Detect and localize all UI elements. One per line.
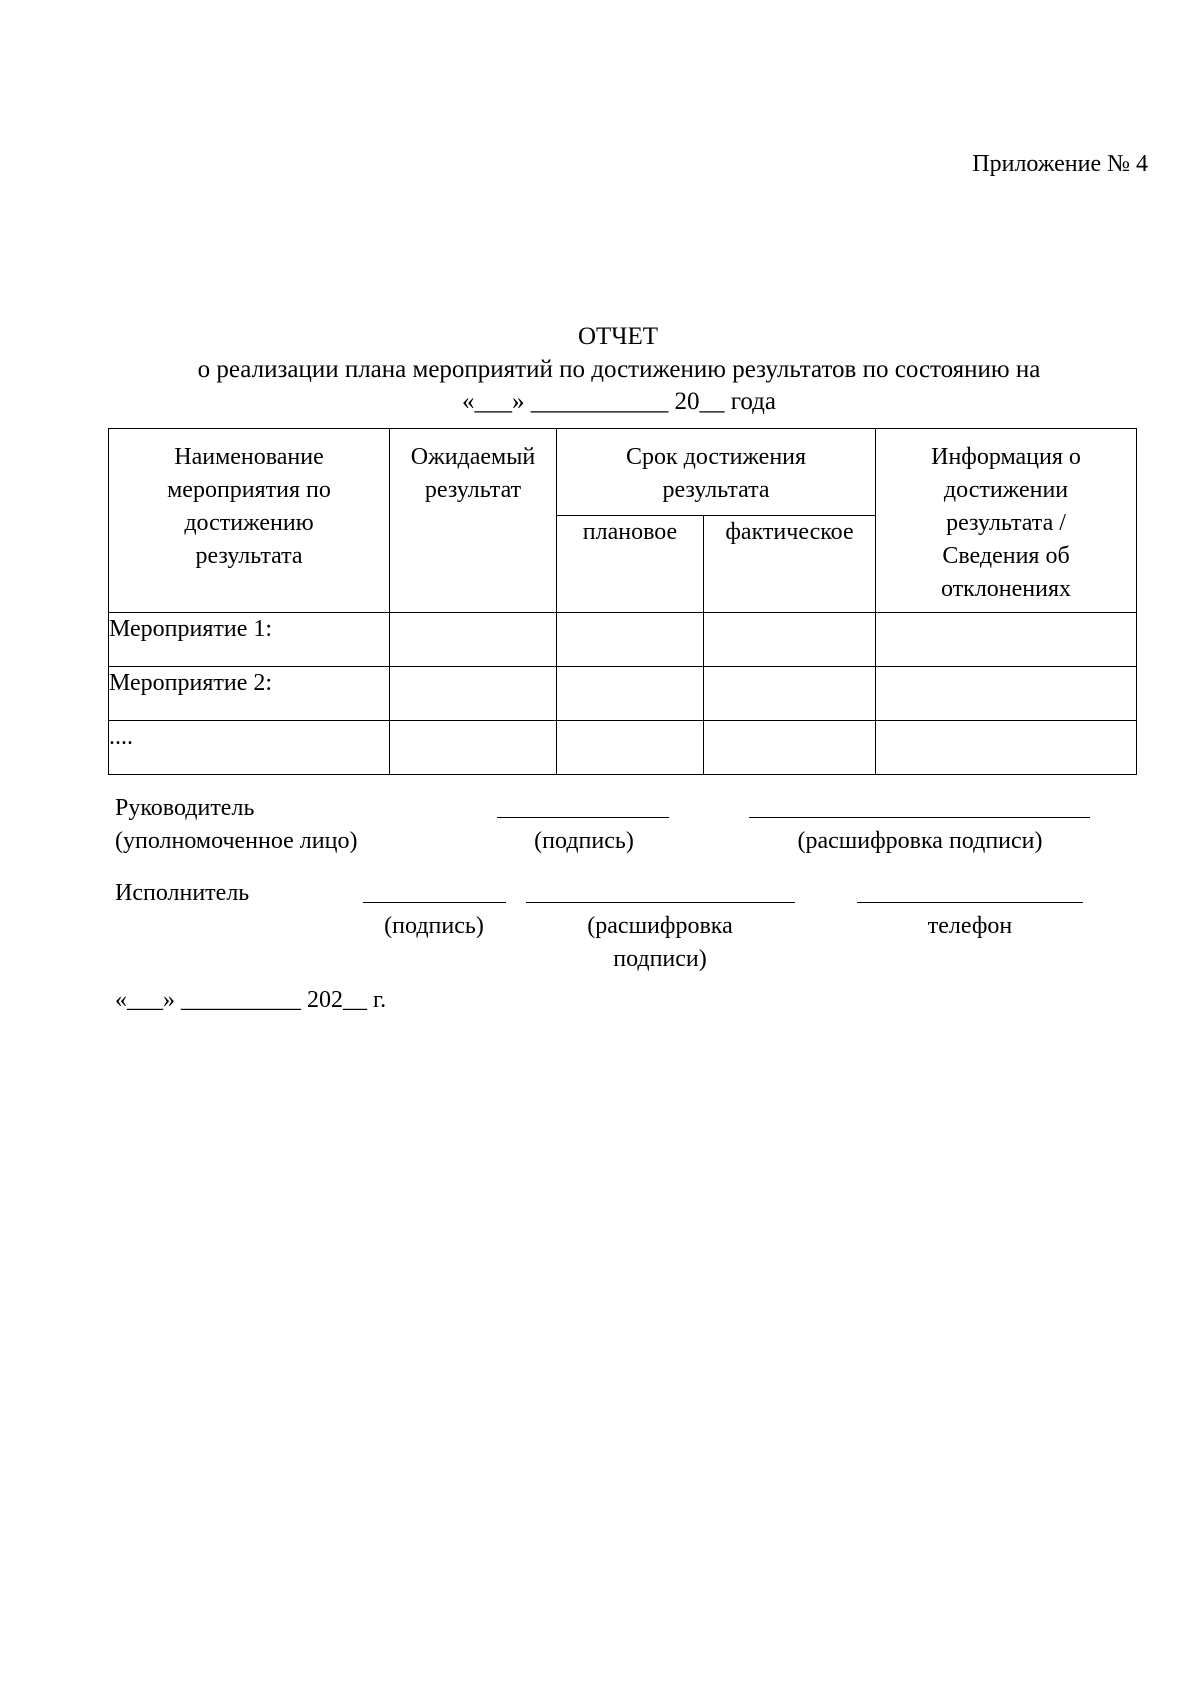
table-cell — [557, 613, 704, 667]
document-title: ОТЧЕТ — [577, 323, 659, 350]
head-decoding-caption: (расшифровка подписи) — [797, 828, 1043, 854]
table-row — [109, 613, 1137, 667]
head-signature-line — [497, 817, 669, 818]
table-cell — [876, 667, 1137, 721]
executor-phone-line — [857, 902, 1083, 903]
document-subtitle: о реализации плана мероприятий по достижению результатов по состоянию на — [197, 356, 1041, 383]
row-name-cell: Мероприятие 1: — [109, 613, 390, 667]
head-decoding-line — [749, 817, 1090, 818]
table-cell — [557, 721, 704, 775]
table-cell — [390, 667, 557, 721]
column-header-expected: Ожидаемый результат — [390, 429, 557, 613]
table-cell — [704, 721, 876, 775]
column-header-deadline: Срок достижения результата — [557, 429, 876, 516]
row-name-cell: .... — [109, 721, 390, 775]
executor-label: Исполнитель — [115, 880, 250, 906]
table-cell — [557, 667, 704, 721]
column-header-info: Информация о достижении результата / Сведения об отклонениях — [876, 429, 1137, 613]
table-cell — [390, 613, 557, 667]
executor-decoding-caption: (расшифровка — [587, 913, 733, 939]
column-header-planned: плановое — [557, 516, 704, 613]
appendix-number: Приложение № 4 — [972, 151, 1148, 177]
table-cell — [876, 721, 1137, 775]
table-cell — [390, 721, 557, 775]
executor-decoding-caption-2: подписи) — [613, 946, 707, 972]
table-row — [109, 721, 1137, 775]
executor-signature-caption: (подпись) — [384, 913, 484, 939]
table-header-row — [109, 429, 1137, 516]
table-cell — [876, 613, 1137, 667]
table-cell — [704, 613, 876, 667]
report-table — [108, 428, 1137, 775]
column-header-actual: фактическое — [704, 516, 876, 613]
table-row — [109, 667, 1137, 721]
head-label-authorized: (уполномоченное лицо) — [115, 828, 358, 854]
head-label: Руководитель — [115, 795, 255, 821]
sign-date-line: «___» __________ 202__ г. — [115, 987, 387, 1013]
executor-phone-caption: телефон — [927, 913, 1013, 939]
head-signature-caption: (подпись) — [534, 828, 634, 854]
table-cell — [704, 667, 876, 721]
executor-signature-line — [363, 902, 506, 903]
report-date-line: «___» ___________ 20__ года — [462, 388, 776, 415]
column-header-name: Наименование мероприятия по достижению результата — [109, 429, 390, 613]
executor-decoding-line — [526, 902, 795, 903]
row-name-cell: Мероприятие 2: — [109, 667, 390, 721]
